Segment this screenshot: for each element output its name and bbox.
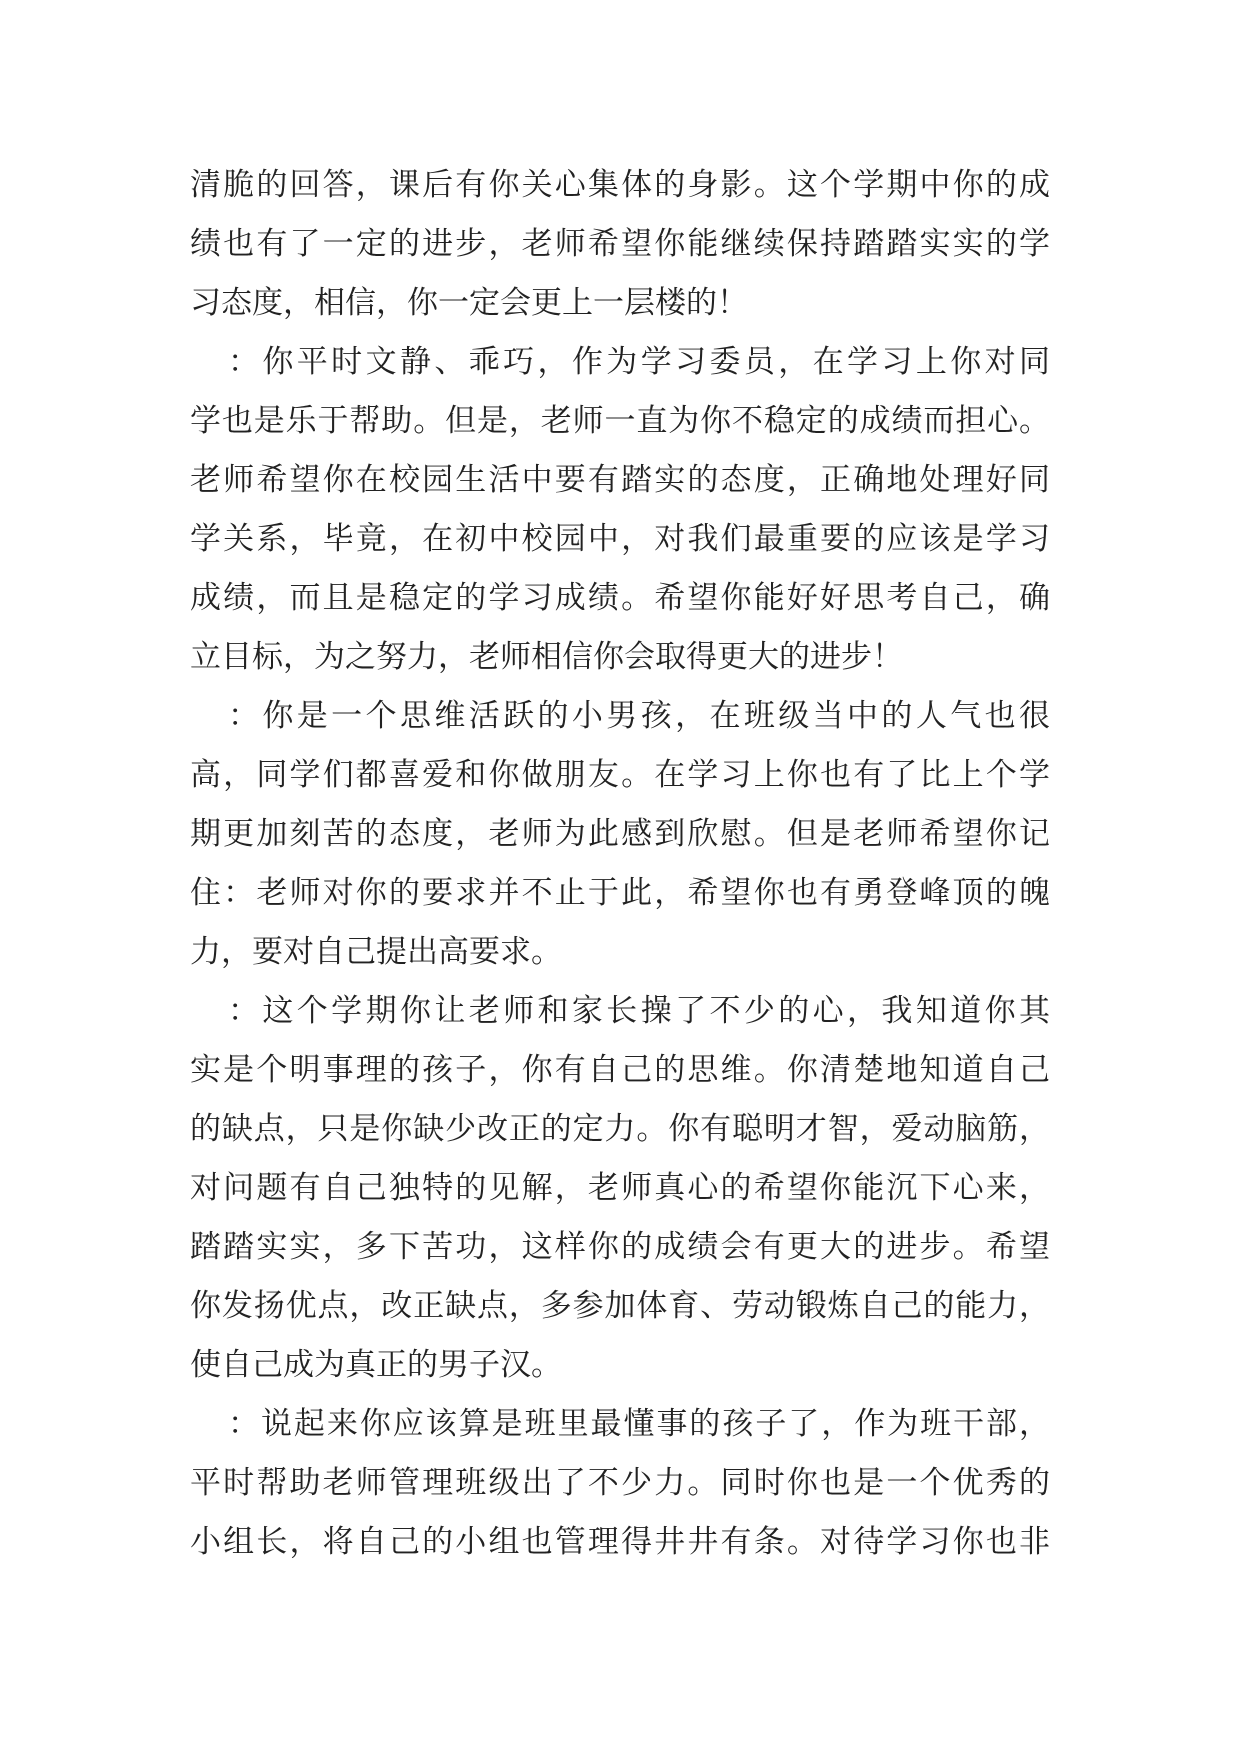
paragraph-line: 高，同学们都喜爱和你做朋友。在学习上你也有了比上个学 xyxy=(190,757,1050,793)
paragraph xyxy=(190,982,1050,1395)
paragraph xyxy=(190,1395,1050,1572)
paragraph xyxy=(190,687,1050,982)
paragraph-line: 平时帮助老师管理班级出了不少力。同时你也是一个优秀的 xyxy=(190,1465,1050,1501)
paragraph-line: 习态度，相信，你一定会更上一层楼的！ xyxy=(190,285,748,321)
paragraph-line: ：你是一个思维活跃的小男孩，在班级当中的人气也很 xyxy=(228,698,1050,734)
paragraph-line: ：你平时文静、乖巧，作为学习委员，在学习上你对同 xyxy=(228,344,1050,380)
paragraph-line: 踏踏实实，多下苦功，这样你的成绩会有更大的进步。希望 xyxy=(190,1229,1050,1265)
paragraph-line: 期更加刻苦的态度，老师为此感到欣慰。但是老师希望你记 xyxy=(190,816,1050,852)
paragraph-line: ：说起来你应该算是班里最懂事的孩子了，作为班干部， xyxy=(228,1406,1050,1442)
paragraph-line: 住：老师对你的要求并不止于此，希望你也有勇登峰顶的魄 xyxy=(190,875,1050,911)
paragraph-line: 绩也有了一定的进步，老师希望你能继续保持踏踏实实的学 xyxy=(190,226,1050,262)
paragraph-line: 小组长，将自己的小组也管理得井井有条。对待学习你也非 xyxy=(190,1524,1050,1560)
document-body xyxy=(190,156,1050,1572)
paragraph-line: ：这个学期你让老师和家长操了不少的心，我知道你其 xyxy=(228,993,1050,1029)
paragraph xyxy=(190,333,1050,687)
paragraph-line: 力，要对自己提出高要求。 xyxy=(190,934,562,970)
paragraph-line: 成绩，而且是稳定的学习成绩。希望你能好好思考自己，确 xyxy=(190,580,1050,616)
paragraph-line: 实是个明事理的孩子，你有自己的思维。你清楚地知道自己 xyxy=(190,1052,1050,1088)
paragraph-line: 立目标，为之努力，老师相信你会取得更大的进步！ xyxy=(190,639,903,675)
paragraph-line: 老师希望你在校园生活中要有踏实的态度，正确地处理好同 xyxy=(190,462,1050,498)
paragraph xyxy=(190,156,1050,333)
paragraph-line: 的缺点，只是你缺少改正的定力。你有聪明才智，爱动脑筋， xyxy=(190,1111,1050,1147)
paragraph-line: 对问题有自己独特的见解，老师真心的希望你能沉下心来， xyxy=(190,1170,1050,1206)
paragraph-line: 你发扬优点，改正缺点，多参加体育、劳动锻炼自己的能力， xyxy=(190,1288,1050,1324)
paragraph-line: 学关系，毕竟，在初中校园中，对我们最重要的应该是学习 xyxy=(190,521,1050,557)
paragraph-line: 清脆的回答，课后有你关心集体的身影。这个学期中你的成 xyxy=(190,167,1050,203)
paragraph-line: 学也是乐于帮助。但是，老师一直为你不稳定的成绩而担心。 xyxy=(190,403,1050,439)
paragraph-line: 使自己成为真正的男子汉。 xyxy=(190,1347,562,1383)
